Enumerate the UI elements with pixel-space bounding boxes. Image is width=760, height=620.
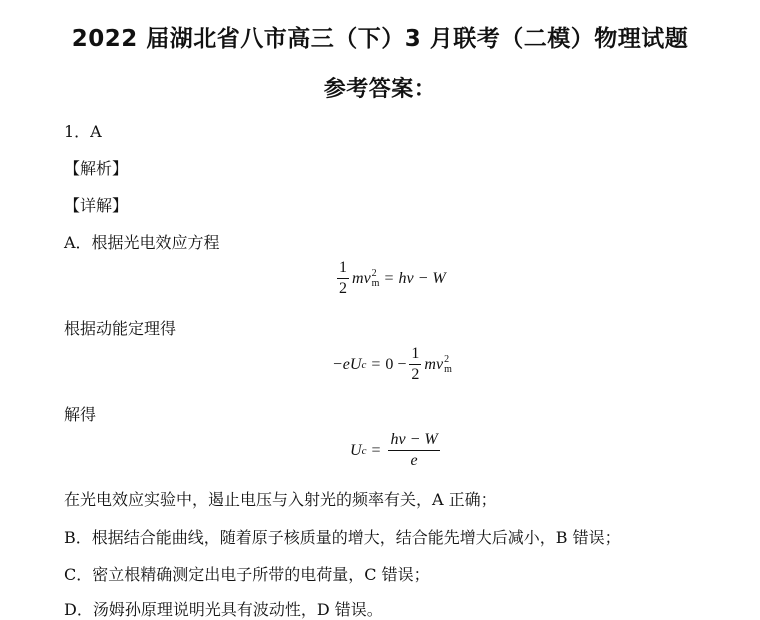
conclusion-a: 在光电效应实验中，遏止电压与入射光的频率有关，A 正确； [64, 490, 497, 509]
fraction-denominator: 2 [411, 366, 420, 383]
superscript: 2 [371, 267, 377, 279]
option-c: C．密立根精确测定出电子所带的电荷量，C 错误； [64, 565, 430, 584]
fraction-numerator: 1 [409, 344, 421, 365]
fraction-voltage [388, 430, 439, 471]
option-b: B．根据结合能曲线，随着原子核质量的增大，结合能先增大后减小，B 错误； [64, 528, 621, 547]
velocity-symbol: v [363, 269, 371, 287]
superscript: 2 [444, 353, 450, 365]
fraction-half [337, 258, 349, 299]
kinetic-theorem-text: 根据动能定理得 [64, 319, 177, 338]
document-title: 2022 届湖北省八市高三（下）3 月联考（二模）物理试题 [71, 26, 689, 52]
fraction-numerator: 1 [337, 258, 349, 279]
subscript: m [371, 277, 380, 289]
equals-sign: = [384, 269, 394, 287]
answer-heading: 参考答案： [323, 77, 437, 102]
fraction-numerator: hν − W [388, 430, 439, 451]
equation-kinetic [332, 344, 452, 385]
equals-sign: = [371, 441, 381, 459]
velocity-indices [372, 269, 380, 289]
subscript: c [361, 358, 367, 371]
answer-q1: 1．A [64, 122, 102, 141]
analysis-label: 【解析】 [64, 159, 129, 178]
fraction-half [409, 344, 421, 385]
fraction-denominator: e [410, 452, 418, 469]
velocity-symbol: v [435, 355, 444, 373]
subscript: m [444, 363, 452, 375]
option-d: D．汤姆孙原理说明光具有波动性，D 错误。 [64, 600, 383, 619]
equation-photoelectric [334, 258, 446, 299]
solve-text: 解得 [64, 405, 97, 424]
fraction-denominator: 2 [339, 280, 347, 297]
velocity-indices [444, 355, 452, 375]
mass-symbol: m [352, 269, 364, 287]
equation-rhs: hν − W [398, 269, 446, 287]
equation-lhs: −eU [332, 355, 362, 373]
equation-stopping-voltage [350, 430, 443, 471]
subscript: c [361, 444, 367, 457]
zero-minus: 0 − [385, 355, 407, 373]
equation-lhs: U [350, 441, 362, 459]
option-a-intro: A．根据光电效应方程 [64, 233, 220, 252]
detail-label: 【详解】 [64, 196, 129, 215]
equals-sign: = [371, 355, 381, 373]
mass-symbol: m [424, 355, 436, 373]
